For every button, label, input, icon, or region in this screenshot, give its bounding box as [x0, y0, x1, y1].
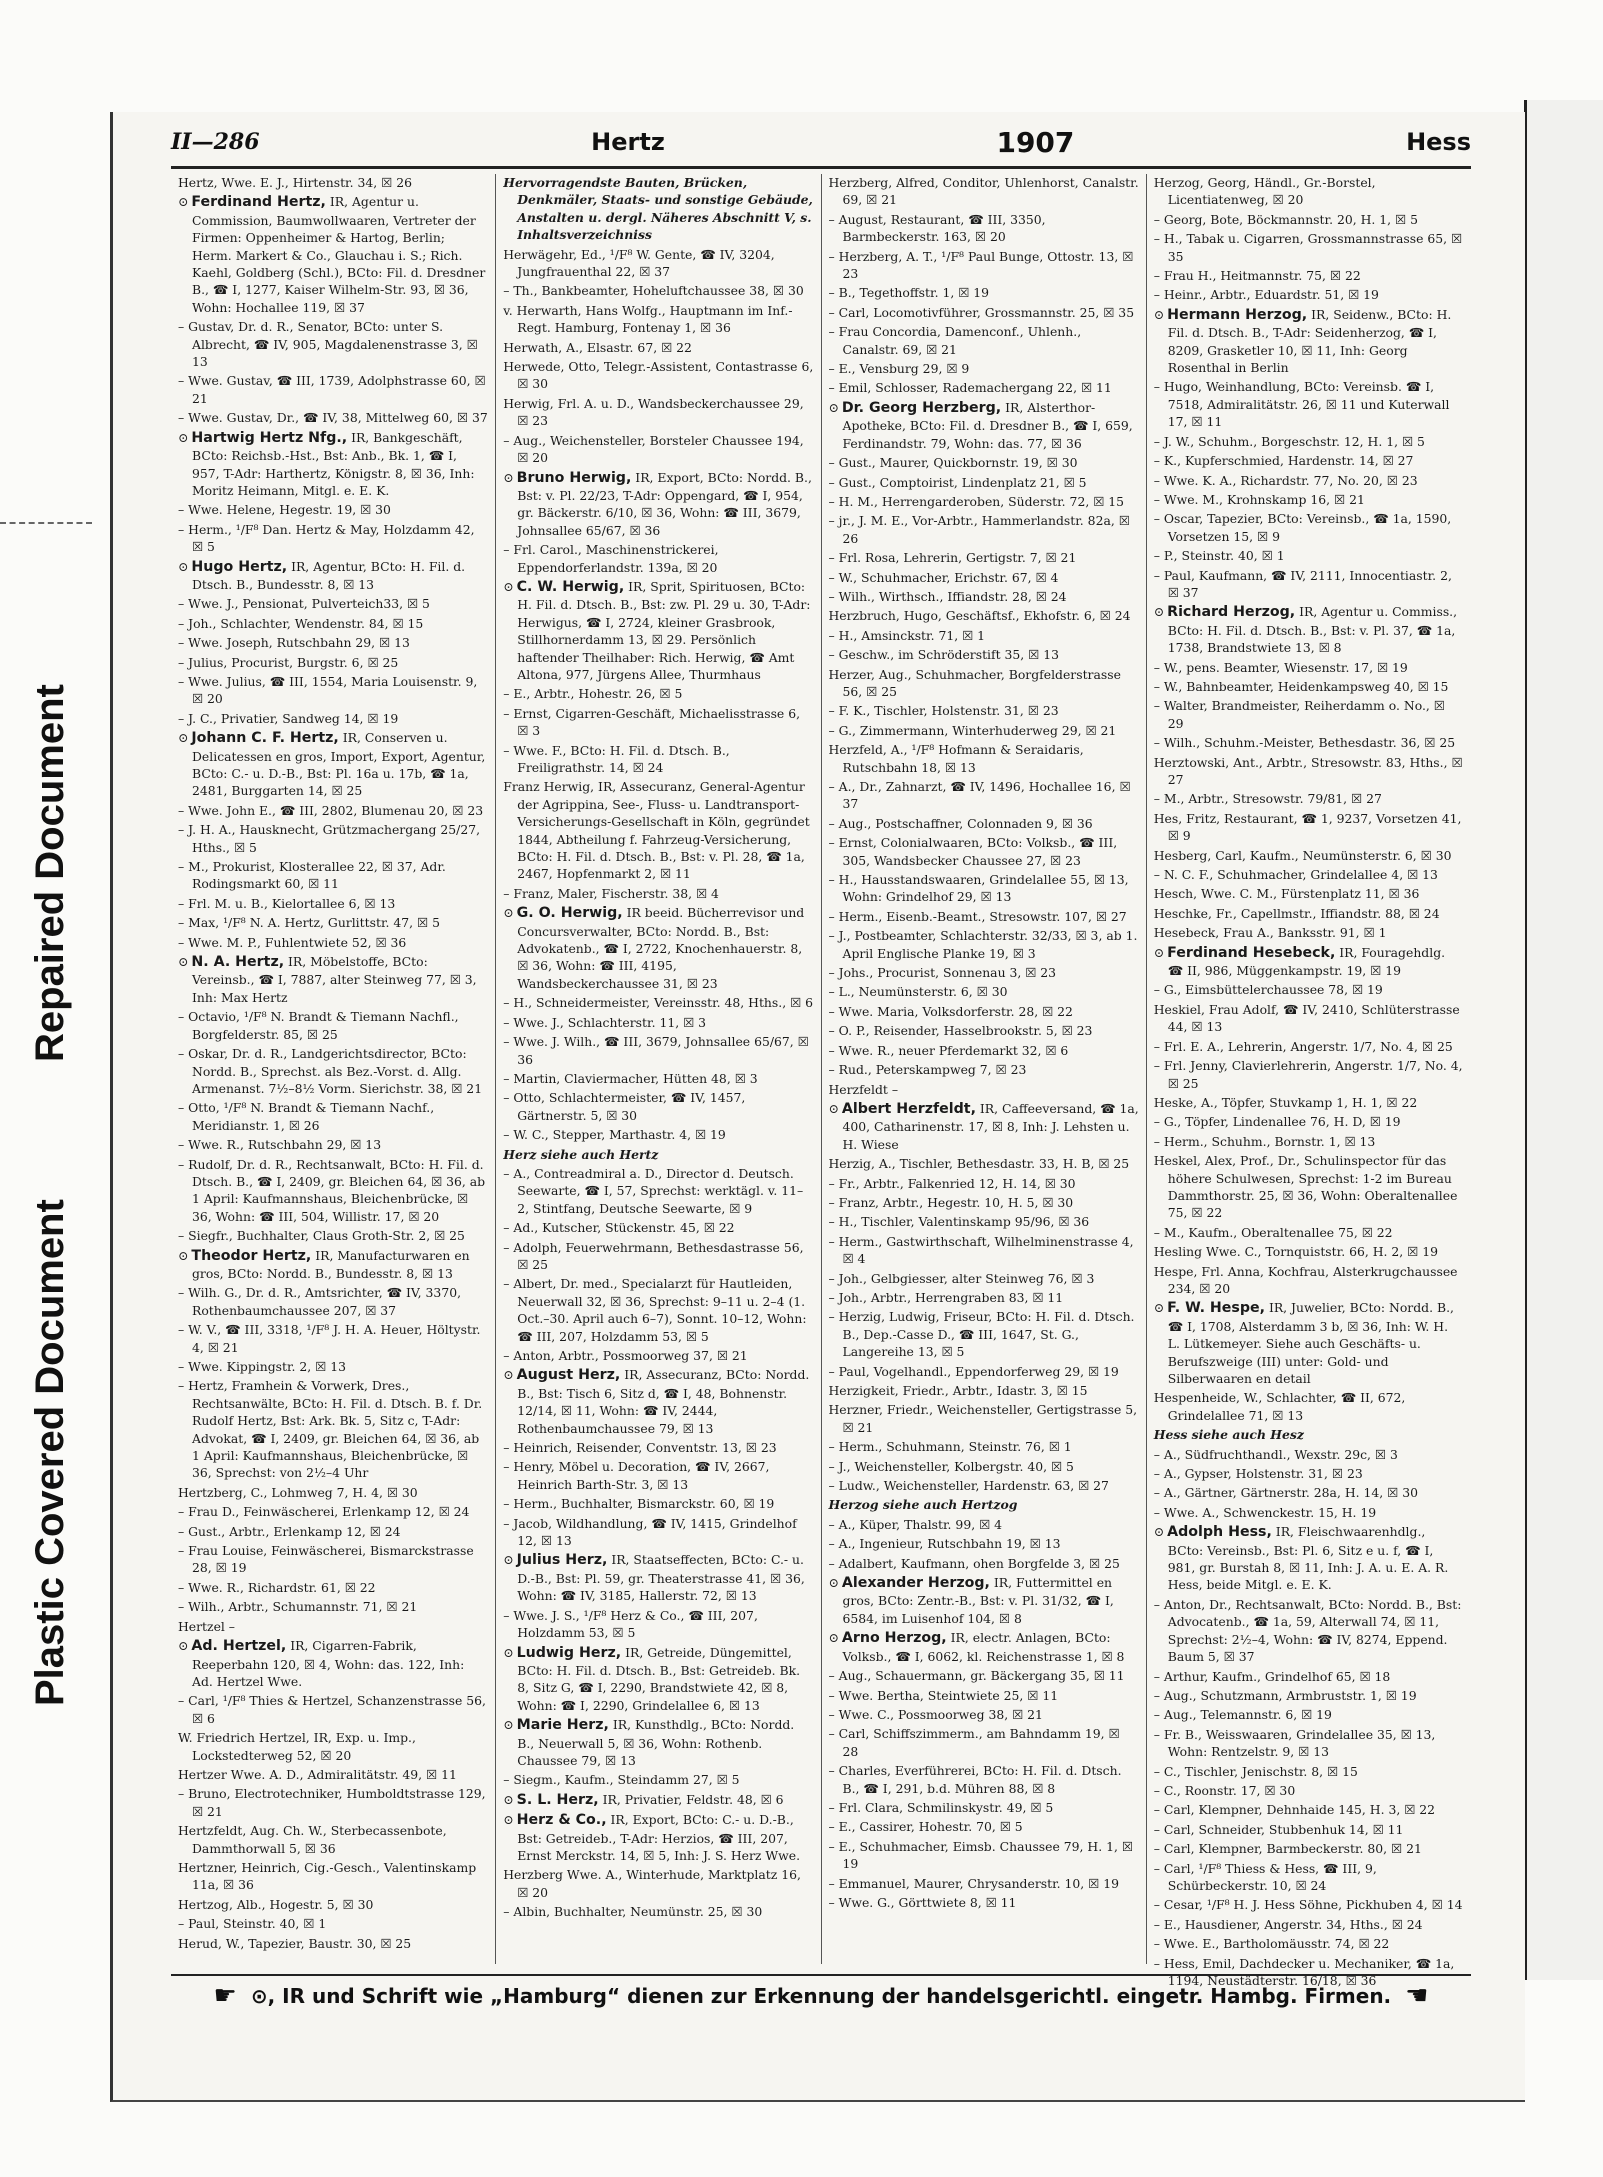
- firm-name: Herz & Co.,: [516, 1812, 607, 1829]
- directory-entry: – Paul, Kaufmann, ☎ IV, 2111, Innocentiastr. 2, ☒ 37: [1153, 567, 1452, 600]
- firm-name: Ad. Hertzel,: [191, 1638, 287, 1655]
- registered-firm-icon: ⊙: [178, 1247, 189, 1263]
- firm-name: Adolph Hess,: [1167, 1524, 1272, 1541]
- directory-entry: – M., Arbtr., Stresowstr. 79/81, ☒ 27: [1153, 791, 1382, 807]
- directory-entry: – Wilh., Wirthsch., Iffiandstr. 28, ☒ 24: [828, 588, 1067, 604]
- firm-name: Ferdinand Hesebeck,: [1167, 944, 1336, 961]
- directory-entry: – Paul, Steinstr. 40, ☒ 1: [178, 1916, 327, 1932]
- directory-entry: Heskiel, Frau Adolf, ☎ IV, 2410, Schlüterstrasse 44, ☒ 13: [1153, 1001, 1460, 1035]
- directory-entry: – J. W., Schuhm., Borgeschstr. 12, H. 1, ☒ 5: [1153, 433, 1425, 449]
- directory-entry: – Henry, Möbel u. Decoration, ☎ IV, 2667, Heinrich Barth-Str. 3, ☒ 13: [503, 1459, 770, 1492]
- firm-name: Alexander Herzog,: [841, 1575, 990, 1592]
- page-header: [171, 122, 1471, 162]
- directory-entry: Hesch, Wwe. C. M., Fürstenplatz 11, ☒ 36: [1153, 886, 1420, 902]
- directory-entry: – Wwe. Joseph, Rutschbahn 29, ☒ 13: [178, 635, 410, 651]
- scanned-page: [110, 112, 1525, 2102]
- directory-entry: – A., Ingenieur, Rutschbahn 19, ☒ 13: [828, 1536, 1061, 1552]
- header-year: 1907: [996, 125, 1075, 159]
- header-name-right: Hess: [1406, 128, 1471, 156]
- firm-name: Theodor Hertz,: [191, 1247, 312, 1264]
- directory-entry: – Octavio, ¹/F⁸ N. Brandt & Tiemann Nachfl., Borgfelderstr. 85, ☒ 25: [178, 1009, 459, 1042]
- directory-entry: – Hugo, Weinhandlung, BCto: Vereinsb. ☎ I, 7518, Admiralitätstr. 26, ☒ 11 und Kuterwall 17, ☒ 11: [1153, 379, 1450, 430]
- directory-entry: – Anton, Dr., Rechtsanwalt, BCto: Nordd. B., Bst: Advocatenb., ☎ 1a, 59, Alterwall 74, ☒ 11, Sprechst: 2½–4, Wohn: ☎ IV, 8274, Eppend. Baum 5, ☒ 37: [1153, 1596, 1462, 1665]
- directory-entry: – M., Kaufm., Oberaltenallee 75, ☒ 22: [1153, 1224, 1393, 1240]
- directory-entry: – Gust., Arbtr., Erlenkamp 12, ☒ 24: [178, 1523, 401, 1539]
- directory-entry: Hertz, Wwe. E. J., Hirtenstr. 34, ☒ 26: [178, 175, 412, 190]
- directory-entry: – Ernst, Cigarren-Geschäft, Michaelisstrasse 6, ☒ 3: [503, 705, 801, 739]
- registered-firm-icon: ⊙: [178, 954, 189, 970]
- registered-firm-icon: ⊙: [503, 1367, 514, 1383]
- firm-name: Bruno Herwig,: [516, 469, 632, 486]
- directory-entry: Hertzog, Alb., Hogestr. 5, ☒ 30: [178, 1896, 374, 1912]
- directory-entry: – Herm., ¹/F⁸ Dan. Hertz & May, Holzdamm 42, ☒ 5: [178, 521, 475, 555]
- directory-entry: – A., Contreadmiral a. D., Director d. Deutsch. Seewarte, ☎ I, 57, Sprechst: werktägl. v. 11–2, Stintfang, Deutsche Seewarte, ☒ 9: [503, 1165, 804, 1216]
- directory-entry: ⊙ F. W. Hespe, IR, Juwelier, BCto: Nordd. B., ☎ I, 1708, Alsterdamm 3 b, ☒ 36, Inh: W. H. L. Lütkemeyer. Siehe auch Geschäfts- u. Berufszweige (III) unter: Gold- und Silberwaaren en detail: [1153, 1300, 1454, 1386]
- directory-entry: – B., Tegethoffstr. 1, ☒ 19: [828, 285, 990, 301]
- directory-entry: Herzbruch, Hugo, Geschäftsf., Ekhofstr. 6, ☒ 24: [828, 608, 1131, 624]
- directory-entry: – H., Tabak u. Cigarren, Grossmannstrasse 65, ☒ 35: [1153, 231, 1463, 264]
- firm-name: Julius Herz,: [516, 1552, 608, 1569]
- directory-entry: – O. P., Reisender, Hasselbrookstr. 5, ☒ 23: [828, 1023, 1093, 1039]
- directory-entry: – Carl, ¹/F⁸ Thiess & Hess, ☎ III, 9, Schürbeckerstr. 10, ☒ 24: [1153, 1860, 1377, 1893]
- directory-entry: – Wilh., Arbtr., Schumannstr. 71, ☒ 21: [178, 1599, 418, 1615]
- directory-entry: – Franz, Arbtr., Hegestr. 10, H. 5, ☒ 30: [828, 1194, 1074, 1210]
- directory-entry: – Fr., Arbtr., Falkenried 12, H. 14, ☒ 30: [828, 1175, 1076, 1191]
- registered-firm-icon: ⊙: [503, 1717, 514, 1733]
- directory-entry: – Hess, Emil, Dachdecker u. Mechaniker, ☎ 1a, 1194, Neustädterstr. 16/18, ☒ 36: [1153, 1955, 1455, 1988]
- directory-entry: – Wwe. Kippingstr. 2, ☒ 13: [178, 1359, 346, 1374]
- firm-name: Richard Herzog,: [1167, 604, 1296, 621]
- directory-entry: Hes, Fritz, Restaurant, ☎ 1, 9237, Vorsetzen 41, ☒ 9: [1153, 810, 1462, 844]
- directory-entry: – Herm., Eisenb.-Beamt., Stresowstr. 107, ☒ 27: [828, 908, 1127, 924]
- directory-entry: – Albert, Dr. med., Specialarzt für Hautleiden, Neuerwall 32, ☒ 36, Sprechst: 9–11 u. 2–4 (1. Oct.–30. April auch 6–7), Sonnt. 10–12, Wohn: ☎ III, 207, Holzdamm 53, ☒ 5: [503, 1276, 807, 1344]
- directory-entry: Hess siehe auch Hesz: [1153, 1427, 1304, 1443]
- directory-entry: – Franz, Maler, Fischerstr. 38, ☒ 4: [503, 885, 719, 901]
- directory-entry: – Siegm., Kaufm., Steindamm 27, ☒ 5: [503, 1772, 740, 1788]
- directory-entry: – Geschw., im Schröderstift 35, ☒ 13: [828, 647, 1059, 663]
- registered-firm-icon: ⊙: [178, 1638, 189, 1654]
- header-name-left: Hertz: [591, 128, 665, 156]
- directory-entry: ⊙ August Herz, IR, Assecuranz, BCto: Nordd. B., Bst: Tisch 6, Sitz d, ☎ I, 48, Bohnenstr. 12/14, ☒ 11, Wohn: ☎ IV, 2444, Rothenbaumchaussee 79, ☒ 13: [503, 1367, 810, 1436]
- registered-firm-icon: ⊙: [828, 1630, 839, 1646]
- directory-entry: – A., Südfruchthandl., Wexstr. 29c, ☒ 3: [1153, 1446, 1398, 1462]
- directory-entry: – Emil, Schlosser, Rademachergang 22, ☒ 11: [828, 380, 1112, 396]
- directory-entry: – Frl. Carol., Maschinenstrickerei, Eppendorferlandstr. 139a, ☒ 20: [503, 542, 719, 575]
- repaired-document-label: Repaired Document: [28, 684, 72, 1062]
- directory-entry: Hertzer Wwe. A. D., Admiralitätstr. 49, ☒ 11: [178, 1766, 457, 1782]
- pointing-hand-icon: ☛: [213, 1981, 237, 2011]
- directory-entry: – M., Prokurist, Klosterallee 22, ☒ 37, Adr. Rodingsmarkt 60, ☒ 11: [178, 859, 446, 892]
- directory-entry: – Frl. Rosa, Lehrerin, Gertigstr. 7, ☒ 21: [828, 550, 1077, 566]
- directory-entry: – Gust., Maurer, Quickbornstr. 19, ☒ 30: [828, 455, 1078, 471]
- directory-entry: ⊙ Ludwig Herz, IR, Getreide, Düngemittel, BCto: H. Fil. d. Dtsch. B., Bst: Getreideb. Bk. 8, Sitz G, ☎ I, 2290, Brandstwiete 42, ☒ 8, Wohn: ☎ I, 2290, Grindelallee 6, ☒ 13: [503, 1644, 801, 1713]
- registered-firm-icon: ⊙: [503, 578, 514, 594]
- directory-entry: – Heinrich, Reisender, Conventstr. 13, ☒ 23: [503, 1440, 777, 1456]
- directory-entry: Herwath, A., Elsastr. 67, ☒ 22: [503, 339, 692, 355]
- firm-name: C. W. Herwig,: [516, 578, 625, 595]
- cut-line: [0, 522, 92, 524]
- directory-entry: – Carl, Schiffszimmerm., am Bahndamm 19, ☒ 28: [828, 1726, 1120, 1759]
- registered-firm-icon: ⊙: [1153, 1300, 1165, 1316]
- directory-entry: – Julius, Procurist, Burgstr. 6, ☒ 25: [178, 654, 399, 670]
- column-3: [821, 174, 1146, 1964]
- directory-entry: ⊙ Johann C. F. Hertz, IR, Conserven u. Delicatessen en gros, Import, Export, Agentur, BCto: C.- u. D.-B., Bst: Pl. 16a u. 17b, ☎ 1a, 2481, Burggarten 14, ☒ 25: [178, 730, 486, 799]
- directory-entry: ⊙ Hermann Herzog, IR, Seidenw., BCto: H. Fil. d. Dtsch. B., T-Adr: Seidenherzog, ☎ I, 8209, Grasketler 10, ☒ 11, Inh: Georg Rosenthal in Berlin: [1153, 306, 1452, 376]
- directory-entry: v. Herwarth, Hans Wolfg., Hauptmann im Inf.-Regt. Hamburg, Fontenay 1, ☒ 36: [503, 302, 793, 336]
- firm-name: Hugo Hertz,: [191, 558, 288, 575]
- directory-entry: – Rudolf, Dr. d. R., Rechtsanwalt, BCto: H. Fil. d. Dtsch. B., ☎ I, 2409, gr. Bleichen 64, ☒ 36, ab 1 April: Kaufmannshaus, Bleichenbrücke, ☒ 36, Wohn: ☎ III, 504, Willistr. 17, ☒ 20: [178, 1156, 486, 1224]
- directory-entry: – Wwe. Gustav, ☎ III, 1739, Adolphstrasse 60, ☒ 21: [178, 373, 486, 406]
- directory-entry: – W., pens. Beamter, Wiesenstr. 17, ☒ 19: [1153, 659, 1408, 675]
- firm-name: Dr. Georg Herzberg,: [841, 399, 1002, 416]
- directory-entry: – Rud., Peterskampweg 7, ☒ 23: [828, 1062, 1027, 1078]
- directory-entry: – E., Hausdiener, Angerstr. 34, Hths., ☒ 24: [1153, 1916, 1423, 1932]
- directory-entry: – A., Gypser, Holstenstr. 31, ☒ 23: [1153, 1466, 1363, 1482]
- directory-entry: Herzer, Aug., Schuhmacher, Borgfelderstrasse 56, ☒ 25: [828, 666, 1121, 699]
- directory-entry: ⊙ Hugo Hertz, IR, Agentur, BCto: H. Fil. d. Dtsch. B., Bundesstr. 8, ☒ 13: [178, 558, 466, 592]
- directory-entry: – Aug., Schauermann, gr. Bäckergang 35, ☒ 11: [828, 1668, 1125, 1684]
- directory-entry: – Emmanuel, Maurer, Chrysanderstr. 10, ☒ 19: [828, 1875, 1119, 1891]
- directory-entry: ⊙ Dr. Georg Herzberg, IR, Alsterthor-Apotheke, BCto: Fil. d. Dresdner B., ☎ I, 659, Ferdinandstr. 79, Wohn: das. 77, ☒ 36: [828, 399, 1133, 451]
- directory-entry: Herzner, Friedr., Weichensteller, Gertigstrasse 5, ☒ 21: [828, 1402, 1138, 1435]
- directory-entry: Heskel, Alex, Prof., Dr., Schulinspector für das höhere Schulwesen, Sprechst: 1-2 im Bureau Dammthorstr. 25, ☒ 36, Wohn: Oberaltenallee 75, ☒ 22: [1153, 1153, 1458, 1221]
- directory-entry: – J. H. A., Hausknecht, Grützmachergang 25/27, Hths., ☒ 5: [178, 822, 481, 855]
- directory-entry: – Martin, Claviermacher, Hütten 48, ☒ 3: [503, 1070, 758, 1086]
- registered-firm-icon: ⊙: [178, 558, 189, 574]
- directory-entry: Hertzfeldt, Aug. Ch. W., Sterbecassenbote, Dammthorwall 5, ☒ 36: [178, 1823, 447, 1856]
- directory-entry: – A., Küper, Thalstr. 99, ☒ 4: [828, 1516, 1003, 1532]
- directory-entry: – Aug., Schutzmann, Armbruststr. 1, ☒ 19: [1153, 1687, 1417, 1703]
- directory-entry: – G., Eimsbüttelerchaussee 78, ☒ 19: [1153, 982, 1383, 998]
- directory-entry: – Oscar, Tapezier, BCto: Vereinsb., ☎ 1a, 1590, Vorsetzen 15, ☒ 9: [1153, 511, 1452, 544]
- directory-entry: ⊙ Adolph Hess, IR, Fleischwaarenhdlg., BCto: Vereinsb., Bst: Pl. 6, Sitz e u. f, ☎ I, 981, gr. Burstah 8, ☒ 11, Inh: J. A. u. E. A. R. Hess, beide Mitgl. e. E. K.: [1153, 1524, 1449, 1593]
- directory-entry: – A., Dr., Zahnarzt, ☎ IV, 1496, Hochallee 16, ☒ 37: [828, 779, 1131, 812]
- registered-firm-icon: ⊙: [503, 469, 514, 485]
- directory-entry: – Wwe. A., Schwenckestr. 15, H. 19: [1153, 1504, 1377, 1520]
- directory-entry: W. Friedrich Hertzel, IR, Exp. u. Imp., Lockstedterweg 52, ☒ 20: [178, 1730, 416, 1763]
- directory-entry: – Herm., Buchhalter, Bismarckstr. 60, ☒ 19: [503, 1496, 775, 1512]
- directory-entry: – G., Töpfer, Lindenallee 76, H. D, ☒ 19: [1153, 1114, 1401, 1130]
- directory-entry: – Herm., Gastwirthschaft, Wilhelminenstrasse 4, ☒ 4: [828, 1233, 1134, 1267]
- directory-entry: – W. C., Stepper, Marthastr. 4, ☒ 19: [503, 1127, 726, 1143]
- firm-name: Hartwig Hertz Nfg.,: [191, 429, 348, 446]
- registered-firm-icon: ⊙: [1153, 944, 1165, 960]
- firm-name: Ludwig Herz,: [516, 1644, 622, 1661]
- directory-entry: – Jacob, Wildhandlung, ☎ IV, 1415, Grindelhof 12, ☒ 13: [503, 1515, 797, 1549]
- directory-entry: Franz Herwig, IR, Assecuranz, General-Agentur der Agrippina, See-, Fluss- u. Landtransport-Versicherungs-Gesellschaft in Köln, gegründet 1844, Abtheilung f. Fahrzeug-Versicherung, BCto: H. Fil. d. Dtsch. B., Bst: v. Pl. 28, ☎ 1a, 2467, Hopfenmarkt 2, ☒ 11: [503, 779, 810, 882]
- directory-entry: – Max, ¹/F⁸ N. A. Hertz, Gurlittstr. 47, ☒ 5: [178, 915, 440, 931]
- registered-firm-icon: ⊙: [178, 194, 189, 210]
- directory-entry: – Georg, Bote, Böckmannstr. 20, H. 1, ☒ 5: [1153, 211, 1418, 227]
- directory-entry: – Frl. M. u. B., Kielortallee 6, ☒ 13: [178, 895, 396, 911]
- directory-entry: – Carl, Klempner, Dehnhaide 145, H. 3, ☒ 22: [1153, 1802, 1436, 1818]
- directory-entry: – Wwe. E., Bartholomäusstr. 74, ☒ 22: [1153, 1936, 1390, 1952]
- directory-entry: – E., Arbtr., Hohestr. 26, ☒ 5: [503, 686, 683, 702]
- directory-entry: – Cesar, ¹/F⁸ H. J. Hess Söhne, Pickhuben 4, ☒ 14: [1153, 1897, 1463, 1913]
- directory-entry: – Herm., Schuhmann, Steinstr. 76, ☒ 1: [828, 1439, 1072, 1455]
- directory-entry: – Frau D., Feinwäscherei, Erlenkamp 12, ☒ 24: [178, 1504, 470, 1520]
- directory-entry: – Hertz, Framhein & Vorwerk, Dres., Rechtsanwälte, BCto: H. Fil. d. Dtsch. B. f. Dr. Rudolf Hertz, Bst: Ark. Bk. 5, Sitz c, T-Adr: Advokat, ☎ I, 2409, gr. Bleichen 64, ☒ 36, ab 1 April: Kaufmannshaus, Bleichenbrücke, ☒ 36, Sprechst: von 2½–4 Uhr: [178, 1378, 483, 1481]
- registered-firm-icon: ⊙: [503, 1552, 514, 1568]
- registered-firm-icon: ⊙: [828, 1575, 839, 1591]
- directory-entry: – Frl. E. A., Lehrerin, Angerstr. 1/7, No. 4, ☒ 25: [1153, 1038, 1453, 1054]
- directory-entry: – Wwe. Bertha, Steintwiete 25, ☒ 11: [828, 1687, 1059, 1703]
- header-rule: [171, 166, 1471, 169]
- firm-name: Hermann Herzog,: [1167, 306, 1308, 323]
- directory-entry: – Johs., Procurist, Sonnenau 3, ☒ 23: [828, 965, 1057, 981]
- column-1: [171, 174, 495, 1964]
- directory-entry: ⊙ Albert Herzfeldt, IR, Caffeeversand, ☎ 1a, 400, Catharinenstr. 17, ☒ 8, Inh: J. Lehsten u. H. Wiese: [828, 1100, 1139, 1152]
- directory-entry: ⊙ Theodor Hertz, IR, Manufacturwaren en gros, BCto: Nordd. B., Bundesstr. 8, ☒ 13: [178, 1247, 470, 1281]
- directory-entry: – W. V., ☎ III, 3318, ¹/F⁸ J. H. A. Heuer, Höltystr. 4, ☒ 21: [178, 1322, 481, 1355]
- directory-entry: – Paul, Vogelhandl., Eppendorferweg 29, ☒ 19: [828, 1363, 1119, 1379]
- directory-entry: – Frl. Jenny, Clavierlehrerin, Angerstr. 1/7, No. 4, ☒ 25: [1153, 1058, 1463, 1091]
- directory-entry: ⊙ N. A. Hertz, IR, Möbelstoffe, BCto: Vereinsb., ☎ I, 7887, alter Steinweg 77, ☒ 3, Inh: Max Hertz: [178, 954, 477, 1005]
- directory-entry: – F. K., Tischler, Holstenstr. 31, ☒ 23: [828, 703, 1059, 719]
- directory-entry: – Wwe. R., Richardstr. 61, ☒ 22: [178, 1579, 376, 1595]
- directory-entry: – Gustav, Dr. d. R., Senator, BCto: unter S. Albrecht, ☎ IV, 905, Magdalenenstrasse 3, ☒ 13: [178, 319, 478, 370]
- directory-entry: – Adalbert, Kaufmann, ohen Borgfelde 3, ☒ 25: [828, 1555, 1120, 1571]
- directory-entry: Herwig, Frl. A. u. D., Wandsbeckerchaussee 29, ☒ 23: [503, 395, 804, 429]
- directory-entry: – A., Gärtner, Gärtnerstr. 28a, H. 14, ☒ 30: [1153, 1485, 1418, 1501]
- directory-entry: – Wwe. R., neuer Pferdemarkt 32, ☒ 6: [828, 1042, 1069, 1058]
- directory-entry: – K., Kupferschmied, Hardenstr. 14, ☒ 27: [1153, 453, 1414, 469]
- registered-firm-icon: ⊙: [1153, 604, 1165, 620]
- page-number: II—286: [171, 129, 260, 155]
- column-2: [495, 174, 820, 1964]
- directory-entry: – Ernst, Colonialwaaren, BCto: Volksb., ☎ III, 305, Wandsbecker Chaussee 27, ☒ 23: [828, 835, 1118, 868]
- registered-firm-icon: ⊙: [178, 730, 189, 746]
- directory-entry: – J., Weichensteller, Kolbergstr. 40, ☒ 5: [828, 1458, 1074, 1474]
- directory-entry: – Herm., Schuhm., Bornstr. 1, ☒ 13: [1153, 1133, 1376, 1149]
- directory-entry: – Wwe. Helene, Hegestr. 19, ☒ 30: [178, 502, 391, 518]
- directory-entry: – Wwe. F., BCto: H. Fil. d. Dtsch. B., Freiligrathstr. 14, ☒ 24: [503, 742, 730, 775]
- directory-entry: – Carl, Locomotivführer, Grossmannstr. 25, ☒ 35: [828, 304, 1135, 320]
- footer-text: ⊙, IR und Schrift wie „Hamburg“ dienen zur Erkennung der handelsgerichtl. eingetr. Hambg. Firmen.: [250, 1984, 1392, 2008]
- directory-entry: Hertzberg, C., Lohmweg 7, H. 4, ☒ 30: [178, 1484, 418, 1500]
- directory-entry: – Carl, Schneider, Stubbenhuk 14, ☒ 11: [1153, 1821, 1404, 1837]
- directory-entry: – Wwe. C., Possmoorweg 38, ☒ 21: [828, 1706, 1043, 1722]
- registered-firm-icon: ⊙: [828, 399, 839, 415]
- directory-entry: – H., Tischler, Valentinskamp 95/96, ☒ 36: [828, 1214, 1090, 1230]
- firm-name: Johann C. F. Hertz,: [191, 730, 339, 747]
- directory-entry: – Aug., Weichensteller, Borsteler Chaussee 194, ☒ 20: [503, 432, 804, 466]
- directory-entry: – Joh., Arbtr., Herrengraben 83, ☒ 11: [828, 1289, 1064, 1305]
- directory-entry: – Anton, Arbtr., Possmoorweg 37, ☒ 21: [503, 1348, 748, 1363]
- directory-entry: ⊙ Ferdinand Hesebeck, IR, Fouragehdlg. ☎ II, 986, Müggenkampstr. 19, ☒ 19: [1153, 944, 1446, 979]
- directory-entry: Herwede, Otto, Telegr.-Assistent, Contastrasse 6, ☒ 30: [503, 359, 814, 392]
- directory-entry: Heschke, Fr., Capellmstr., Iffiandstr. 88, ☒ 24: [1153, 905, 1440, 921]
- directory-entry: – Frau Louise, Feinwäscherei, Bismarckstrasse 28, ☒ 19: [178, 1543, 474, 1576]
- directory-entry: – J. C., Privatier, Sandweg 14, ☒ 19: [178, 710, 399, 726]
- directory-entry: – Otto, Schlachtermeister, ☎ IV, 1457, Gärtnerstr. 5, ☒ 30: [503, 1090, 746, 1123]
- registered-firm-icon: ⊙: [503, 1791, 514, 1807]
- directory-entry: Herzberg Wwe. A., Winterhude, Marktplatz 16, ☒ 20: [503, 1867, 801, 1900]
- directory-entry: – Frau H., Heitmannstr. 75, ☒ 22: [1153, 268, 1361, 284]
- directory-entry: ⊙ Julius Herz, IR, Staatseffecten, BCto: C.- u. D.-B., Bst: Pl. 59, gr. Theaterstrasse 41, ☒ 36, Wohn: ☎ IV, 3185, Hallerstr. 72, ☒ 13: [503, 1552, 805, 1604]
- directory-entry: Hervorragendste Bauten, Brücken, Denkmäler, Staats- und sonstige Gebäude, Anstalten u. dergl. Näheres Abschnitt V, s. Inhaltsverzeichniss: [503, 175, 813, 243]
- directory-entry: – Frl. Clara, Schmilinskystr. 49, ☒ 5: [828, 1799, 1054, 1815]
- directory-entry: – Wwe. M. P., Fuhlentwiete 52, ☒ 36: [178, 934, 407, 950]
- firm-name: F. W. Hespe,: [1167, 1300, 1266, 1317]
- directory-entry: – L., Neumünsterstr. 6, ☒ 30: [828, 984, 1008, 1000]
- directory-entry: – J., Postbeamter, Schlachterstr. 32/33, ☒ 3, ab 1. April Englische Planke 19, ☒ 3: [828, 928, 1138, 961]
- directory-entry: ⊙ Ad. Hertzel, IR, Cigarren-Fabrik, Reeperbahn 120, ☒ 4, Wohn: das. 122, Inh: Ad. Hertzel Wwe.: [178, 1638, 465, 1689]
- directory-entry: – Heinr., Arbtr., Eduardstr. 51, ☒ 19: [1153, 287, 1379, 303]
- directory-entry: ⊙ C. W. Herwig, IR, Sprit, Spirituosen, BCto: H. Fil. d. Dtsch. B., Bst: zw. Pl. 29 u. 30, T-Adr: Herwigus, ☎ I, 2724, kleiner Grasbrook, Stillhornerdamm 13, ☒ 29. Persönlich haftender Theilhaber: Rich. Herwig, ☎ Amt Altona, 977, Jürgens Allee, Thurmhaus: [503, 578, 811, 682]
- directory-entry: – N. C. F., Schuhmacher, Grindelallee 4, ☒ 13: [1153, 867, 1438, 883]
- directory-entry: – G., Zimmermann, Winterhuderweg 29, ☒ 21: [828, 722, 1117, 738]
- directory-entry: – Joh., Gelbgiesser, alter Steinweg 76, ☒ 3: [828, 1270, 1095, 1286]
- directory-columns: [171, 174, 1471, 1988]
- directory-entry: Hesebeck, Frau A., Banksstr. 91, ☒ 1: [1153, 925, 1387, 941]
- directory-entry: Herzog, Georg, Händl., Gr.-Borstel, Licentiatenweg, ☒ 20: [1153, 175, 1376, 208]
- plastic-covered-document-label: Plastic Covered Document: [28, 1199, 72, 1706]
- directory-entry: Herz siehe auch Hertz: [503, 1146, 659, 1162]
- footer-note: [171, 1974, 1471, 2016]
- directory-entry: – Adolph, Feuerwehrmann, Bethesdastrasse 56, ☒ 25: [503, 1239, 804, 1272]
- adjacent-page-edge: [1524, 100, 1603, 1980]
- directory-entry: – H., Hausstandswaaren, Grindelallee 55, ☒ 13, Wohn: Grindelhof 29, ☒ 13: [828, 872, 1129, 905]
- registered-firm-icon: ⊙: [1153, 306, 1165, 322]
- directory-entry: – Ad., Kutscher, Stückenstr. 45, ☒ 22: [503, 1220, 735, 1236]
- directory-entry: – Carl, Klempner, Barmbeckerstr. 80, ☒ 21: [1153, 1841, 1422, 1857]
- directory-entry: – Wwe. Gustav, Dr., ☎ IV, 38, Mittelweg 60, ☒ 37: [178, 410, 488, 426]
- directory-entry: – Wilh. G., Dr. d. R., Amtsrichter, ☎ IV, 3370, Rothenbaumchaussee 207, ☒ 37: [178, 1285, 462, 1318]
- directory-entry: – Wwe. R., Rutschbahn 29, ☒ 13: [178, 1137, 382, 1153]
- registered-firm-icon: ⊙: [828, 1100, 839, 1116]
- directory-entry: Hespe, Frl. Anna, Kochfrau, Alsterkrugchaussee 234, ☒ 20: [1153, 1263, 1458, 1296]
- directory-entry: – Aug., Postschaffner, Colonnaden 9, ☒ 36: [828, 815, 1093, 831]
- directory-entry: – Charles, Everführerei, BCto: H. Fil. d. Dtsch. B., ☎ I, 291, b.d. Mühren 88, ☒ 8: [828, 1763, 1122, 1796]
- directory-entry: – C., Tischler, Jenischstr. 8, ☒ 15: [1153, 1763, 1358, 1779]
- directory-entry: Herzberg, Alfred, Conditor, Uhlenhorst, Canalstr. 69, ☒ 21: [828, 175, 1139, 208]
- directory-entry: ⊙ Ferdinand Hertz, IR, Agentur u. Commission, Baumwollwaaren, Vertreter der Firmen: Oppenheimer & Hartog, Berlin; Herm. Markert & Co., Glauchau i. S.; Rich. Kaehl, Goldberg (Schl.), BCto: Fil. d. Dresdner B., ☎ I, 1277, Kaiser Wilhelm-Str. 93, ☒ 36, Wohn: Hochallee 119, ☒ 37: [178, 194, 486, 315]
- directory-entry: – Wwe. J., Schlachterstr. 11, ☒ 3: [503, 1014, 707, 1030]
- firm-name: August Herz,: [516, 1367, 621, 1384]
- directory-entry: – Th., Bankbeamter, Hoheluftchaussee 38, ☒ 30: [503, 283, 804, 299]
- directory-entry: Hespenheide, W., Schlachter, ☎ II, 672, Grindelallee 71, ☒ 13: [1153, 1390, 1406, 1423]
- directory-entry: ⊙ S. L. Herz, IR, Privatier, Feldstr. 48, ☒ 6: [503, 1791, 784, 1808]
- registered-firm-icon: ⊙: [178, 429, 189, 445]
- directory-entry: – Aug., Telemannstr. 6, ☒ 19: [1153, 1707, 1332, 1723]
- directory-entry: ⊙ Bruno Herwig, IR, Export, BCto: Nordd. B., Bst: v. Pl. 22/23, T-Adr: Oppengard, ☎ I, 954, gr. Bäckerstr. 6/10, ☒ 36, Wohn: ☎ III, 3679, Johnsallee 65/67, ☒ 36: [503, 469, 812, 538]
- firm-name: Arno Herzog,: [841, 1630, 947, 1647]
- directory-entry: Herzog siehe auch Hertzog: [828, 1497, 1018, 1513]
- directory-entry: ⊙ Arno Herzog, IR, electr. Anlagen, BCto: Volksb., ☎ I, 6062, kl. Reichenstrasse 1, ☒ 8: [828, 1630, 1125, 1664]
- firm-name: S. L. Herz,: [516, 1791, 599, 1808]
- directory-entry: – C., Roonstr. 17, ☒ 30: [1153, 1782, 1296, 1798]
- directory-entry: Hertzner, Heinrich, Cig.-Gesch., Valentinskamp 11a, ☒ 36: [178, 1859, 477, 1893]
- directory-entry: – jr., J. M. E., Vor-Arbtr., Hammerlandstr. 82a, ☒ 26: [828, 513, 1130, 546]
- directory-entry: – Wwe. J. Wilh., ☎ III, 3679, Johnsallee 65/67, ☒ 36: [503, 1034, 809, 1067]
- pointing-hand-left-icon: ☚: [1405, 1981, 1429, 2011]
- directory-entry: – E., Vensburg 29, ☒ 9: [828, 361, 970, 377]
- directory-entry: – H., Amsinckstr. 71, ☒ 1: [828, 627, 986, 643]
- directory-entry: – Herzberg, A. T., ¹/F⁸ Paul Bunge, Ottostr. 13, ☒ 23: [828, 248, 1134, 282]
- directory-entry: – Gust., Comptoirist, Lindenplatz 21, ☒ 5: [828, 474, 1087, 490]
- directory-entry: Herud, W., Tapezier, Baustr. 30, ☒ 25: [178, 1935, 412, 1951]
- directory-entry: – Carl, ¹/F⁸ Thies & Hertzel, Schanzenstrasse 56, ☒ 6: [178, 1693, 486, 1726]
- registered-firm-icon: ⊙: [503, 1644, 514, 1660]
- directory-entry: – Herzig, Ludwig, Friseur, BCto: H. Fil. d. Dtsch. B., Dep.-Casse D., ☎ III, 1647, St. G., Langereihe 13, ☒ 5: [828, 1309, 1135, 1360]
- directory-entry: – Wwe. J. S., ¹/F⁸ Herz & Co., ☎ III, 207, Holzdamm 53, ☒ 5: [503, 1607, 758, 1641]
- directory-entry: – Otto, ¹/F⁸ N. Brandt & Tiemann Nachf., Meridianstr. 1, ☒ 26: [178, 1100, 435, 1133]
- directory-entry: – W., Bahnbeamter, Heidenkampsweg 40, ☒ 15: [1153, 678, 1449, 694]
- directory-entry: Herztowski, Ant., Arbtr., Stresowstr. 83, Hths., ☒ 27: [1153, 754, 1463, 787]
- directory-entry: Herzigkeit, Friedr., Arbtr., Idastr. 3, ☒ 15: [828, 1383, 1088, 1398]
- directory-entry: – August, Restaurant, ☎ III, 3350, Barmbeckerstr. 163, ☒ 20: [828, 211, 1046, 245]
- directory-entry: – W., Schuhmacher, Erichstr. 67, ☒ 4: [828, 569, 1059, 585]
- directory-entry: – Bruno, Electrotechniker, Humboldtstrasse 129, ☒ 21: [178, 1786, 486, 1819]
- directory-entry: – Wwe. G., Görttwiete 8, ☒ 11: [828, 1894, 1017, 1910]
- firm-name: Marie Herz,: [516, 1717, 609, 1734]
- directory-entry: – Siegfr., Buchhalter, Claus Groth-Str. 2, ☒ 25: [178, 1228, 465, 1244]
- directory-entry: – Joh., Schlachter, Wendenstr. 84, ☒ 15: [178, 615, 424, 631]
- directory-entry: – Wwe. Julius, ☎ III, 1554, Maria Louisenstr. 9, ☒ 20: [178, 673, 478, 707]
- directory-entry: – Wwe. John E., ☎ III, 2802, Blumenau 20, ☒ 23: [178, 802, 484, 818]
- directory-entry: – Wwe. M., Krohnskamp 16, ☒ 21: [1153, 491, 1365, 507]
- directory-entry: Hesberg, Carl, Kaufm., Neumünsterstr. 6, ☒ 30: [1153, 847, 1452, 863]
- directory-entry: ⊙ G. O. Herwig, IR beeid. Bücherrevisor und Concursverwalter, BCto: Nordd. B., Bst: Advokatenb., ☎ I, 2722, Knochenhauerstr. 8, ☒ 36, Wohn: ☎ III, 4195, Wandsbeckerchaussee 31, ☒ 23: [503, 905, 805, 991]
- directory-entry: ⊙ Herz & Co., IR, Export, BCto: C.- u. D.-B., Bst: Getreideb., T-Adr: Herzios, ☎ III, 207, Ernst Merckstr. 14, ☒ 5, Inh: J. S. Herz Wwe.: [503, 1812, 801, 1863]
- registered-firm-icon: ⊙: [503, 1812, 514, 1828]
- directory-entry: – Albin, Buchhalter, Neumünstr. 25, ☒ 30: [503, 1904, 763, 1920]
- column-4: [1146, 174, 1471, 1988]
- directory-entry: Heske, A., Töpfer, Stuvkamp 1, H. 1, ☒ 22: [1153, 1094, 1418, 1110]
- directory-entry: – Frau Concordia, Damenconf., Uhlenh., Canalstr. 69, ☒ 21: [828, 324, 1082, 357]
- directory-entry: ⊙ Alexander Herzog, IR, Futtermittel en gros, BCto: Zentr.-B., Bst: v. Pl. 31/32, ☎ I, 6584, im Luisenhof 104, ☒ 8: [828, 1575, 1114, 1626]
- firm-name: Albert Herzfeldt,: [841, 1100, 976, 1117]
- directory-entry: – Wwe. K. A., Richardstr. 77, No. 20, ☒ 23: [1153, 472, 1418, 488]
- directory-entry: Hesling Wwe. C., Tornquiststr. 66, H. 2, ☒ 19: [1153, 1244, 1438, 1260]
- directory-entry: – P., Steinstr. 40, ☒ 1: [1153, 548, 1285, 564]
- directory-entry: Herwägehr, Ed., ¹/F⁸ W. Gente, ☎ IV, 3204, Jungfrauenthal 22, ☒ 37: [503, 246, 775, 280]
- registered-firm-icon: ⊙: [503, 905, 514, 921]
- directory-entry: ⊙ Marie Herz, IR, Kunsthdlg., BCto: Nordd. B., Neuerwall 5, ☒ 36, Wohn: Rothenb. Chaussee 79, ☒ 13: [503, 1717, 795, 1768]
- directory-entry: ⊙ Hartwig Hertz Nfg., IR, Bankgeschäft, BCto: Reichsb.-Hst., Bst: Anb., Bk. 1, ☎ I, 957, T-Adr: Harthertz, Königstr. 8, ☒ 36, Inh: Moritz Heimann, Mitgl. e. E. K.: [178, 429, 475, 498]
- directory-entry: – Wwe. Maria, Volksdorferstr. 28, ☒ 22: [828, 1003, 1073, 1019]
- directory-entry: Herzig, A., Tischler, Bethesdastr. 33, H. B, ☒ 25: [828, 1156, 1130, 1172]
- directory-entry: – Walter, Brandmeister, Reiherdamm o. No., ☒ 29: [1153, 698, 1445, 731]
- directory-entry: – Wilh., Schuhm.-Meister, Bethesdastr. 36, ☒ 25: [1153, 735, 1456, 751]
- directory-entry: Herzfeld, A., ¹/F⁸ Hofmann & Seraidaris, Rutschbahn 18, ☒ 13: [828, 742, 1084, 775]
- directory-entry: ⊙ Richard Herzog, IR, Agentur u. Commiss., BCto: H. Fil. d. Dtsch. B., Bst: v. Pl. 37, ☎ 1a, 1738, Brandstwiete 13, ☒ 8: [1153, 604, 1458, 656]
- directory-entry: – H., Schneidermeister, Vereinsstr. 48, Hths., ☒ 6: [503, 995, 814, 1011]
- directory-entry: – H. M., Herrengarderoben, Süderstr. 72, ☒ 15: [828, 493, 1125, 509]
- directory-entry: – Fr. B., Weisswaaren, Grindelallee 35, ☒ 13, Wohn: Rentzelstr. 9, ☒ 13: [1153, 1726, 1436, 1760]
- directory-entry: – E., Schuhmacher, Eimsb. Chaussee 79, H. 1, ☒ 19: [828, 1838, 1133, 1872]
- directory-entry: – E., Cassirer, Hohestr. 70, ☒ 5: [828, 1819, 1023, 1835]
- directory-entry: Hertzel –: [178, 1618, 235, 1634]
- registered-firm-icon: ⊙: [1153, 1524, 1165, 1540]
- firm-name: G. O. Herwig,: [516, 905, 623, 922]
- directory-entry: – Wwe. J., Pensionat, Pulverteich33, ☒ 5: [178, 596, 430, 612]
- firm-name: N. A. Hertz,: [191, 954, 285, 971]
- directory-entry: – Arthur, Kaufm., Grindelhof 65, ☒ 18: [1153, 1668, 1391, 1684]
- directory-entry: – Ludw., Weichensteller, Hardenstr. 63, ☒ 27: [828, 1478, 1109, 1494]
- directory-entry: – Oskar, Dr. d. R., Landgerichtsdirector, BCto: Nordd. B., Sprechst. als Bez.-Vorst. d. Allg. Armenanst. 7½–8½ Vorm. Sierichstr. 38, ☒ 21: [178, 1046, 483, 1096]
- firm-name: Ferdinand Hertz,: [191, 194, 326, 211]
- directory-entry: Herzfeldt –: [828, 1081, 899, 1097]
